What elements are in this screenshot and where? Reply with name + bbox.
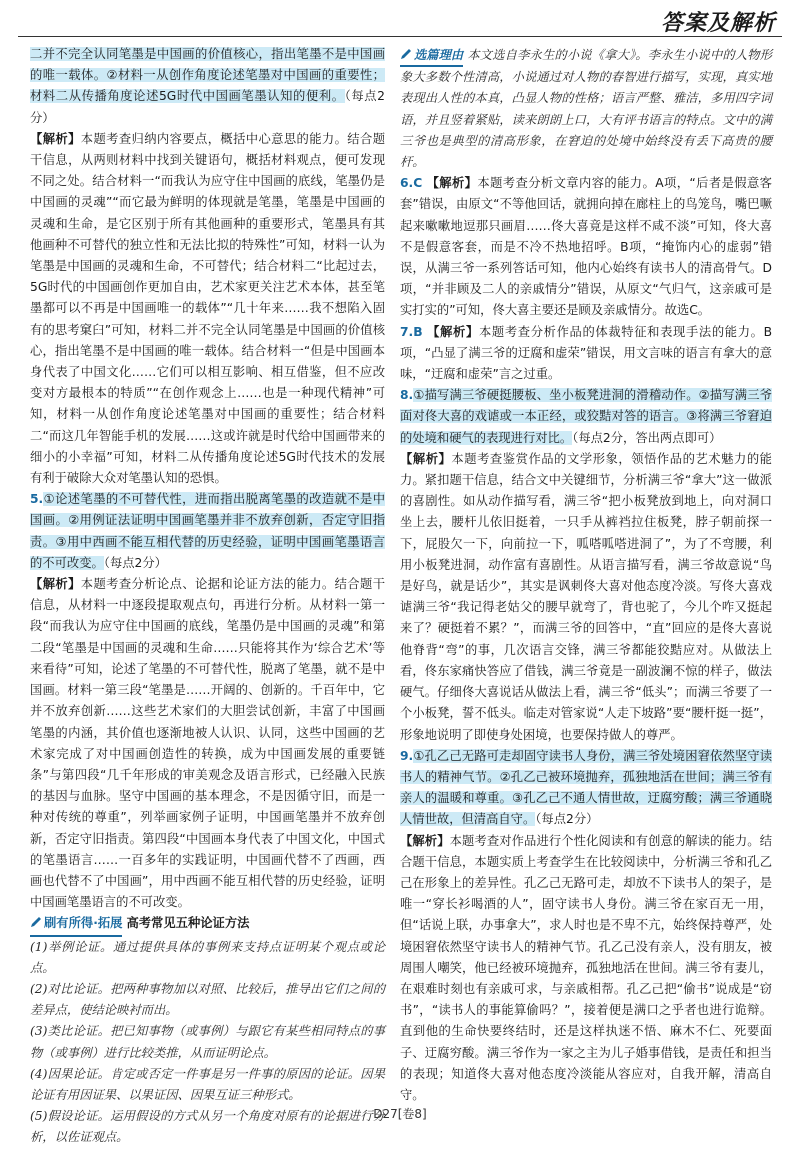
answer-q7 xyxy=(400,322,772,386)
q7-number: 7. xyxy=(400,324,414,339)
analysis-q6-tag: 【解析】 xyxy=(426,176,478,191)
extension-item: (1)举例论证。通过提供具体的事例来支持点证明某个观点或论点。 xyxy=(30,939,385,975)
selection-reason xyxy=(400,44,772,173)
right-column xyxy=(400,44,772,1102)
answer-q6 xyxy=(400,173,772,321)
pen-icon xyxy=(30,916,42,928)
analysis-q8-tag: 【解析】 xyxy=(400,451,452,466)
analysis-q8-text: 本题考查鉴赏作品的文学形象，领悟作品的艺术魅力的能力。紧扣题干信息，结合文中关键细节，分析满三爷“拿大”这一做派的喜剧性。如从动作描写看，满三爷“把小板凳放到地上，向对洞口坐上去，腰杆儿依旧挺着，一只手从裤裆拉住板凳，脖子朝前探一下，屁股欠一下，向前拉一下，呱嗒呱嗒进洞了”，为了不弯腰，利用小板凳进洞，动作富有喜剧性。从语言描写看，满三爷故意说“鸟是好鸟，就是话少”，其实是讽刺佟大喜对他态度冷淡。写佟大喜戏谑满三爷“我记得老姑父的腰早就弯了，背也驼了，今儿个咋又挺起来了？硬挺着不累？”，而满三爷的回答中，“直”回应的是佟大喜说他脊背“弯”的事，几次语言交锋，满三爷都能狡黠应对。从做法上看，佟东家痛快答应了借钱，满三爷竟是一副波澜不惊的样子，做法硬气。仔细佟大喜说话从做法上看，满三爷“低头”；而满三爷要了一个小板凳，誓不低头。临走对管家说“人走下坡路”要“腰杆挺一挺”，形象地说明了即使身处困境，也要保持做人的尊严。 xyxy=(400,451,772,742)
analysis-q4-tag: 【解析】 xyxy=(30,131,81,146)
left-column xyxy=(30,44,385,1145)
extension-item: (5)假设论证。运用假设的方式从另一个角度对原有的论据进行分析，以佐证观点。 xyxy=(30,1109,385,1145)
q6-number: 6. xyxy=(400,176,414,191)
extension-item: (2)对比论证。把两种事物加以对照、比较后，推导出它们之间的差异点，使结论映衬而出。 xyxy=(30,981,385,1018)
header-title: 答案及解析 xyxy=(660,10,776,36)
selection-reason-badge xyxy=(400,44,463,67)
analysis-q4 xyxy=(30,129,385,489)
analysis-q9-tag: 【解析】 xyxy=(400,833,450,848)
answer-q8 xyxy=(400,385,772,449)
analysis-q5-tag: 【解析】 xyxy=(30,577,81,592)
q5-number: 5. xyxy=(30,492,44,507)
answer-q9-text: ①孔乙己无路可走却固守读书人身份，满三爷处境困窘依然坚守读书人的精神气节。②孔乙己被环境抛弃，孤独地活在世间；满三爷有亲人的温暖和尊重。③孔乙己不通人情世故，迂腐穷酸；满三爷通晓人情世故，但清高自守。 xyxy=(400,748,772,827)
page-number: D27[卷8] xyxy=(373,1107,427,1121)
answer-q5 xyxy=(30,489,385,574)
extension-title: 高考常见五种论证方法 xyxy=(126,916,250,931)
q7-answer: B xyxy=(413,324,423,339)
pen-icon xyxy=(400,48,412,60)
analysis-q5 xyxy=(30,574,385,913)
analysis-q7-text: 本题考查分析作品的体裁特征和表现手法的能力。B项，“凸显了满三爷的迂腐和虚荣”错误，用文言味的语言有拿大的意味，“迂腐和虚荣”言之过重。 xyxy=(400,324,772,382)
answer-q8-score: （每点2分，答出两点即可） xyxy=(572,430,722,445)
analysis-q9-text: 本题考查对作品进行个性化阅读和有创意的解读的能力。结合题干信息，本题实质上考查学生在比较阅读中，分析满三爷和孔乙己在形象上的差异性。孔乙己无路可走，却放不下读书人的架子，是唯一“穿长衫喝酒的人”，固守读书人身份。满三爷在家百无一用，但“话说上联，办事拿大”，求人时也是不卑不亢，始终保持尊严，处境困窘依然坚守读书人的精神气节。孔乙己没有亲人，没有朋友，被周围人嘲笑，他已经被环境抛弃，孤独地活在世间。满三爷有妻儿，在艰难时刻也有亲戚可求，与亲戚相帮。孔乙己把“偷书”说成是“窃书”，“读书人的事能算偷吗？”，接着便是满口之乎者也进行诡辩。直到他的生命快要终结时，还是这样执迷不悟、麻木不仁、死要面子、迂腐穷酸。满三爷作为一家之主为儿子婚事借钱，是责任和担当的表现；知道佟大喜对他态度冷淡能从容应对，自我开解，清高自守。 xyxy=(400,833,772,1102)
answer-q4-point2: ②材料一从创作角度论述笔墨对中国画的重要性；材料二从传播角度论述5G时代中国画笔墨认知的便利。 xyxy=(30,68,385,104)
answer-q9 xyxy=(400,746,772,831)
q8-number: 8. xyxy=(400,388,414,403)
analysis-q4-text: 本题考查归纳内容要点，概括中心意思的能力。结合题干信息，从两则材料中找到关键语句，概括材料观点，便可发现不同之处。结合材料一“而我认为应守住中国画的底线，笔墨仍是中国画的灵魂”“而它最为鲜明的体现就是笔墨，笔墨是中国画的灵魂和生命，是它区别于所有其他画种的重要形式，笔墨具有其他画种不可替代的独立性和无法比拟的特殊性”可知，材料一认为笔墨是中国画的灵魂和生命，不可替代；结合材料二“比起过去，5G时代的中国画创作更加自由，艺术家更关注艺术本体，甚至笔墨都可以不再是中国画唯一的载体”“几十年来……我不想陷入固有的思考窠臼”可知，材料二并不完全认同笔墨是中国画的价值核心，指出笔墨不是中国画的唯一载体。结合材料一“但是中国画本身代表了中国文化……它们可以相互影响、相互借鉴，但不应改变对方最根本的特质”“在创作观念上……也是一种现代精神”可知，材料一从创作角度论述笔墨对中国画的重要性；结合材料二“而这几年智能手机的发展……这或许就是时代给中国画带来的细小的小幸福”可知，材料二从传播角度论述5G时代技术的发展有利于破除大众对笔墨认知的恐惧。 xyxy=(30,131,385,486)
q9-number: 9. xyxy=(400,748,414,763)
answer-q4-point1: 二并不完全认同笔墨是中国画的价值核心，指出笔墨不是中国画的唯一载体。 xyxy=(30,47,385,83)
analysis-q8 xyxy=(400,449,772,746)
analysis-q5-text: 本题考查分析论点、论据和论证方法的能力。结合题干信息，从材料一中逐段提取观点句，再进行分析。从材料一第一段“而我认为应守住中国画的底线，笔墨仍是中国画的灵魂”和第二段“笔墨是中国画的灵魂和生命……只能将其作为‘综合艺术’等来看待”可知，论述了笔墨的不可替代性，脱离了笔墨，就不是中国画。材料一第三段“笔墨是……开阔的、创新的。千百年中，它并不放弃创新……这些艺术家们的大胆尝试创新，丰富了中国画笔墨的内涵，其价值也逐渐地被人认识、认同，这些中国画的艺术家完成了对中国画创造性的转换，成为中国画发展的重要链条”与第四段“几千年形成的审美观念及语言形式，已经融入民族的基因与血脉。坚守中国画的基本理念，不是因循守旧，而是一种对传统的尊重”，列举画家例子证明，中国画笔墨并不放弃创新，否定守旧指责。第四段“中国画本身代表了中国文化，中国式的笔墨语言……一百多年的实践证明，中国画代替不了西画，西画也代替不了中国画”，用中西画不能互相代替的历史经验，证明中国画笔墨语言的不可改变。 xyxy=(30,577,385,910)
extension-item: (3)类比论证。把已知事物（或事例）与跟它有某些相同特点的事物（或事例）进行比较类推，从而证明论点。 xyxy=(30,1024,385,1060)
answer-q5-text: ①论述笔墨的不可替代性，进而指出脱离笔墨的改造就不是中国画。②用例证法证明中国画笔墨并非不放弃创新，否定守旧指责。③用中西画不能互相代替的历史经验，证明中国画笔墨语言的不可改变。 xyxy=(30,492,385,570)
extension-item: (4)因果论证。肯定或否定一件事是另一件事的原因的论证。因果论证有用因证果、以果证因、因果互证三种形式。 xyxy=(30,1066,385,1102)
extension-badge xyxy=(30,913,122,936)
answer-q4-continued xyxy=(30,44,385,129)
answer-q9-score: （每点2分） xyxy=(535,812,599,827)
analysis-q7-tag: 【解析】 xyxy=(427,324,479,339)
header-divider xyxy=(18,36,782,37)
extension-header xyxy=(30,913,385,936)
selection-reason-text: 本文选自李永生的小说《拿大》。李永生小说中的人物形象大多数个性清高，小说通过对人物的春智进行描写，实现，真实地表现出人性的本真，凸显人物的性格；语言严整、雅洁，多用四字词语，并且竖着紧贴，读来朗朗上口，大有评书语言的特点。文中的满三爷也是典型的清高形象，在窘迫的处境中始终没有丢下高贵的腰杆。 xyxy=(400,48,772,170)
answer-q4-score: （每点2分） xyxy=(30,89,385,125)
answer-q5-score: （每点2分） xyxy=(103,555,167,570)
analysis-q6-text: 本题考查分析文章内容的能力。A项，“后者是假意客套”错误，由原文“不等他回话，就拥向掉在廊柱上的鸟笼鸟，嘴巴噘起来嗽嗽地逗那只画眉……佟大喜竟是这样不咸不淡”可知，佟大喜不是假意客套，而是不冷不热地招呼。B项，“掩饰内心的虚弱”错误，从满三爷一系列答话可知，他内心始终有读书人的清高骨气。D项，“并非顾及二人的亲戚情分”错误，从原文“气归气，这亲戚可是实打实的”可知，佟大喜主要还是顾及亲戚情分。故选C。 xyxy=(400,176,772,318)
extension-badge-label: 刷有所得·拓展 xyxy=(44,916,123,931)
analysis-q9 xyxy=(400,831,772,1107)
selection-reason-label: 选篇理由 xyxy=(414,47,464,62)
answer-q8-text: ①描写满三爷硬挺腰板、坐小板凳进洞的滑稽动作。②描写满三爷面对佟大喜的戏谑或一本正经，或狡黠对答的语言。③将满三爷窘迫的处境和硬气的表现进行对比。 xyxy=(400,388,772,445)
q6-answer: C xyxy=(413,176,423,191)
